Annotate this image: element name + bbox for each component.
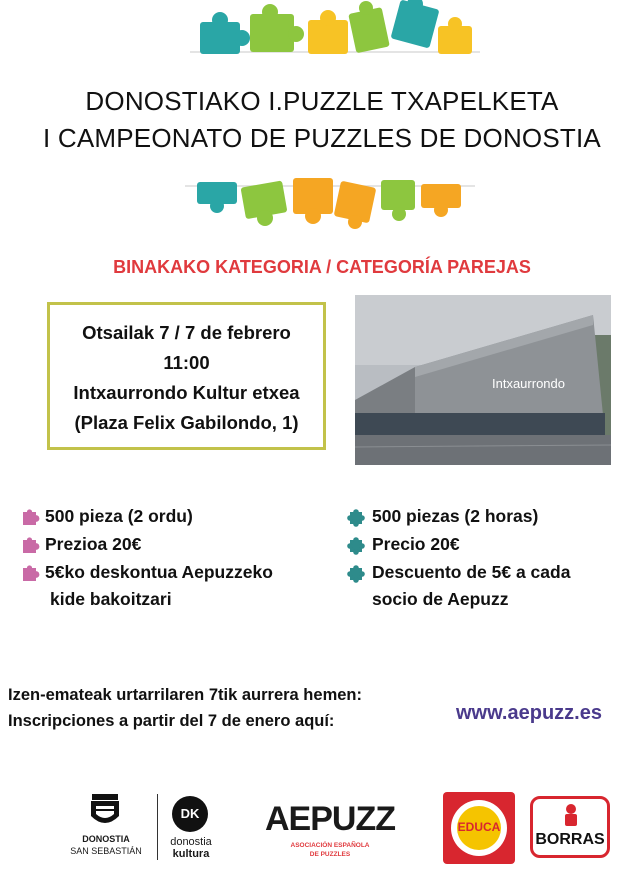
detail-es-discount-2: socio de Aepuzz xyxy=(372,589,509,609)
logo-divider xyxy=(157,794,158,860)
puzzle-piece-icon xyxy=(22,565,40,583)
detail-eu-discount: 5€ko deskontua Aepuzzeko xyxy=(45,562,273,582)
event-time: 11:00 xyxy=(163,352,210,373)
category-heading: BINAKAKO KATEGORIA / CATEGORÍA PAREJAS xyxy=(113,257,531,277)
title-basque: DONOSTIAKO I.PUZZLE TXAPELKETA xyxy=(85,86,559,116)
detail-es-price: Precio 20€ xyxy=(372,534,460,554)
detail-eu-pieces: 500 pieza (2 ordu) xyxy=(45,506,193,526)
puzzle-piece-icon xyxy=(347,537,365,555)
borras-logo: BORRAS xyxy=(530,796,610,858)
building-sign: Intxaurrondo xyxy=(492,376,565,391)
educa-logo: EDUCA xyxy=(443,792,515,864)
puzzle-piece-icon xyxy=(347,565,365,583)
dk-mark-icon: DK xyxy=(172,796,208,832)
city-shield-icon xyxy=(88,792,122,830)
detail-eu-discount-2: kide bakoitzari xyxy=(50,589,172,609)
detail-es-pieces: 500 piezas (2 horas) xyxy=(372,506,539,526)
donostia-logo: DONOSTIA SAN SEBASTIÁN xyxy=(58,792,154,864)
donostia-kultura-logo: DK donostia kultura xyxy=(160,792,222,864)
event-address: (Plaza Felix Gabilondo, 1) xyxy=(74,412,299,433)
event-date: Otsailak 7 / 7 de febrero xyxy=(82,322,291,343)
puzzle-piece-icon xyxy=(22,509,40,527)
puzzle-piece-yellow-icon xyxy=(308,10,348,54)
registration-basque: Izen-emateak urtarrilaren 7tik aurrera hemen: xyxy=(8,686,362,704)
website-link[interactable]: www.aepuzz.es xyxy=(456,702,602,724)
puzzle-piece-icon xyxy=(347,509,365,527)
puzzle-piece-teal2-icon xyxy=(391,0,440,48)
venue-photo xyxy=(355,295,611,465)
aepuzz-logo: AEPUZZ ASOCIACIÓN ESPAÑOLA DE PUZZLES xyxy=(265,800,395,858)
puzzle-piece-teal-icon xyxy=(200,12,250,54)
puzzle-decoration-bottom xyxy=(185,170,475,232)
detail-es-discount: Descuento de 5€ a cada xyxy=(372,562,571,582)
puzzle-decoration-top xyxy=(190,0,480,70)
borras-figure-icon xyxy=(559,803,583,827)
puzzle-piece-icon xyxy=(22,537,40,555)
puzzle-piece-green2-icon xyxy=(348,1,390,53)
event-venue: Intxaurrondo Kultur etxea xyxy=(73,382,300,403)
puzzle-piece-yellow2-icon xyxy=(438,17,472,54)
puzzle-piece-green-icon xyxy=(250,4,304,52)
detail-eu-price: Prezioa 20€ xyxy=(45,534,142,554)
event-info-box xyxy=(47,302,326,450)
registration-spanish: Inscripciones a partir del 7 de enero aquí: xyxy=(8,712,335,730)
title-spanish: I CAMPEONATO DE PUZZLES DE DONOSTIA xyxy=(43,123,601,153)
